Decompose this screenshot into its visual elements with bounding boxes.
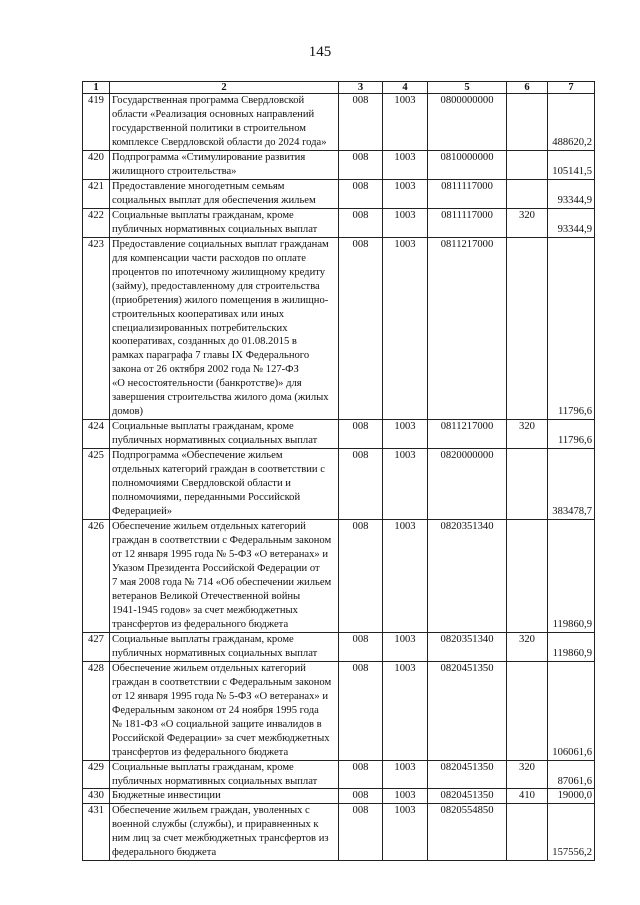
row-col-6 [507,661,548,760]
row-col-3: 008 [339,520,383,633]
row-col-3: 008 [339,237,383,420]
row-amount: 119860,9 [548,520,595,633]
row-col-4: 1003 [383,760,428,789]
row-description: Подпрограмма «Стимулирование развития жилищного строительства» [110,150,339,179]
row-col-4: 1003 [383,661,428,760]
table-row [83,179,595,208]
row-number: 427 [83,632,110,661]
row-col-6: 320 [507,208,548,237]
column-header-5: 5 [428,82,507,94]
row-number: 419 [83,94,110,151]
row-col-4: 1003 [383,804,428,861]
row-amount: 157556,2 [548,804,595,861]
row-col-3: 008 [339,179,383,208]
row-col-3: 008 [339,760,383,789]
budget-table [82,81,595,861]
row-col-3: 008 [339,449,383,520]
row-description: Предоставление многодетным семьям социальных выплат для обеспечения жильем [110,179,339,208]
row-col-3: 008 [339,420,383,449]
row-col-4: 1003 [383,150,428,179]
row-number: 420 [83,150,110,179]
row-number: 423 [83,237,110,420]
row-description: Социальные выплаты гражданам, кроме публичных нормативных социальных выплат [110,420,339,449]
row-description: Обеспечение жильем отдельных категорий граждан в соответствии с Федеральным законом от 12 января 1995 года № 5-ФЗ «О ветеранах» и Указом Президента Российской Федерации от 7 мая 2008 года № 714 «Об обеспечении жильем ветеранов Великой Отечественной войны 1941-1945 годов» за счет межбюджетных трансфертов из федерального бюджета [110,520,339,633]
row-col-3: 008 [339,208,383,237]
row-col-5: 0820351340 [428,632,507,661]
row-amount: 11796,6 [548,420,595,449]
row-amount: 488620,2 [548,94,595,151]
table-row [83,150,595,179]
table-row [83,804,595,861]
row-description: Социальные выплаты гражданам, кроме публичных нормативных социальных выплат [110,632,339,661]
row-col-4: 1003 [383,94,428,151]
row-col-4: 1003 [383,449,428,520]
row-amount: 106061,6 [548,661,595,760]
column-header-2: 2 [110,82,339,94]
row-number: 428 [83,661,110,760]
row-amount: 11796,6 [548,237,595,420]
table-row [83,520,595,633]
table-row [83,94,595,151]
row-description: Предоставление социальных выплат гражданам для компенсации части расходов по оплате процентов по ипотечному жилищному кредиту (займу), предоставленному для строительства (приобретения) жилого помещения в жилищно- строительных кооперативах или иных специализированных потребительских кооперативах, созданных до 01.08.2015 в рамках параграфа 7 главы IX Федерального закона от 26 октября 2002 года № 127-ФЗ «О несостоятельности (банкротстве)» для завершения строительства жилого дома (жилых домов) [110,237,339,420]
column-header-1: 1 [83,82,110,94]
column-header-4: 4 [383,82,428,94]
row-col-3: 008 [339,94,383,151]
row-col-6: 410 [507,789,548,804]
row-col-5: 0811117000 [428,179,507,208]
row-description: Обеспечение жильем отдельных категорий граждан в соответствии с Федеральным законом от 12 января 1995 года № 5-ФЗ «О ветеранах» и Федеральным законом от 24 ноября 1995 года № 181-ФЗ «О социальной защите инвалидов в Российской Федерации» за счет межбюджетных трансфертов из федерального бюджета [110,661,339,760]
row-amount: 93344,9 [548,208,595,237]
row-col-6: 320 [507,420,548,449]
page-number: 145 [308,44,332,60]
row-col-3: 008 [339,150,383,179]
table-row [83,789,595,804]
row-amount: 105141,5 [548,150,595,179]
row-amount: 87061,6 [548,760,595,789]
row-col-4: 1003 [383,520,428,633]
row-number: 424 [83,420,110,449]
row-col-6 [507,449,548,520]
row-col-4: 1003 [383,420,428,449]
row-col-6 [507,150,548,179]
row-col-5: 0820451350 [428,760,507,789]
row-col-5: 0811117000 [428,208,507,237]
row-description: Социальные выплаты гражданам, кроме публичных нормативных социальных выплат [110,760,339,789]
row-number: 426 [83,520,110,633]
row-number: 430 [83,789,110,804]
row-description: Бюджетные инвестиции [110,789,339,804]
table-row [83,760,595,789]
row-col-5: 0820351340 [428,520,507,633]
budget-table-body [83,82,595,861]
row-col-5: 0800000000 [428,94,507,151]
row-col-3: 008 [339,789,383,804]
table-row [83,449,595,520]
row-col-4: 1003 [383,237,428,420]
table-row [83,420,595,449]
row-description: Подпрограмма «Обеспечение жильем отдельных категорий граждан в соответствии с полномочиями Свердловской области и полномочиями, переданными Российской Федерацией» [110,449,339,520]
row-col-6 [507,520,548,633]
row-col-4: 1003 [383,179,428,208]
column-header-3: 3 [339,82,383,94]
row-col-6 [507,804,548,861]
table-row [83,632,595,661]
column-header-6: 6 [507,82,548,94]
row-number: 429 [83,760,110,789]
table-row [83,661,595,760]
row-col-3: 008 [339,661,383,760]
row-number: 425 [83,449,110,520]
row-col-5: 0820554850 [428,804,507,861]
row-col-6 [507,179,548,208]
row-col-5: 0820451350 [428,661,507,760]
table-row [83,237,595,420]
row-col-5: 0810000000 [428,150,507,179]
row-number: 431 [83,804,110,861]
row-number: 421 [83,179,110,208]
row-amount: 19000,0 [548,789,595,804]
row-col-6 [507,94,548,151]
row-amount: 383478,7 [548,449,595,520]
row-col-6: 320 [507,760,548,789]
row-col-6 [507,237,548,420]
table-row [83,208,595,237]
row-col-5: 0820451350 [428,789,507,804]
row-col-3: 008 [339,804,383,861]
row-amount: 119860,9 [548,632,595,661]
header-row [83,82,595,94]
row-col-4: 1003 [383,208,428,237]
row-description: Государственная программа Свердловской области «Реализация основных направлений государственной политики в строительном комплексе Свердловской области до 2024 года» [110,94,339,151]
row-col-5: 0811217000 [428,420,507,449]
row-col-4: 1003 [383,632,428,661]
row-description: Социальные выплаты гражданам, кроме публичных нормативных социальных выплат [110,208,339,237]
row-number: 422 [83,208,110,237]
row-description: Обеспечение жильем граждан, уволенных с военной службы (службы), и приравненных к ним лиц за счет межбюджетных трансфертов из федерального бюджета [110,804,339,861]
row-amount: 93344,9 [548,179,595,208]
row-col-3: 008 [339,632,383,661]
column-header-7: 7 [548,82,595,94]
row-col-5: 0811217000 [428,237,507,420]
row-col-5: 0820000000 [428,449,507,520]
row-col-6: 320 [507,632,548,661]
row-col-4: 1003 [383,789,428,804]
